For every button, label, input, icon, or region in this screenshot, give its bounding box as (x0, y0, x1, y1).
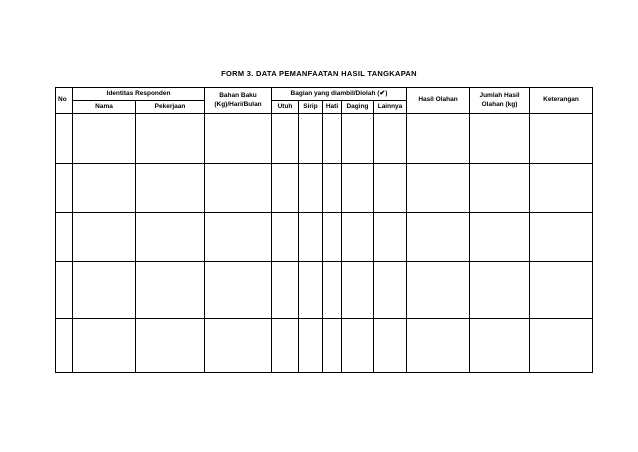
header-row-1 (56, 88, 593, 101)
header-utuh: Utuh (272, 101, 299, 114)
header-jumlah-line2: Olahan (kg) (481, 100, 518, 108)
header-no: No (56, 88, 73, 114)
utilization-data-table (55, 87, 593, 373)
cell-sirip (299, 262, 323, 319)
cell-pekerjaan (136, 114, 205, 164)
cell-hasil-olahan (407, 262, 470, 319)
cell-hasil-olahan (407, 213, 470, 262)
cell-utuh (272, 213, 299, 262)
header-bagian-prefix: Bagian yang diambil/Diolah ( (290, 89, 380, 97)
cell-utuh (272, 114, 299, 164)
table-row (56, 213, 593, 262)
header-hati: Hati (323, 101, 342, 114)
header-bahan-baku (205, 88, 272, 114)
header-bagian-diambil (272, 88, 407, 101)
header-daging: Daging (342, 101, 374, 114)
header-lainnya: Lainnya (374, 101, 407, 114)
cell-pekerjaan (136, 164, 205, 213)
cell-jumlah (470, 213, 530, 262)
cell-hasil-olahan (407, 319, 470, 373)
cell-no (56, 164, 73, 213)
header-identitas-responden: Identitas Responden (73, 88, 205, 101)
cell-hati (323, 319, 342, 373)
cell-bahan-baku (205, 164, 272, 213)
cell-lainnya (374, 164, 407, 213)
cell-nama (73, 164, 136, 213)
cell-hasil-olahan (407, 114, 470, 164)
cell-pekerjaan (136, 319, 205, 373)
checkmark-icon: ✔ (379, 89, 386, 97)
cell-sirip (299, 319, 323, 373)
cell-keterangan (530, 213, 593, 262)
header-sirip: Sirip (299, 101, 323, 114)
cell-sirip (299, 213, 323, 262)
cell-bahan-baku (205, 262, 272, 319)
form-title: FORM 3. DATA PEMANFAATAN HASIL TANGKAPAN (221, 69, 417, 78)
cell-sirip (299, 114, 323, 164)
header-hasil-olahan: Hasil Olahan (407, 88, 470, 114)
cell-sirip (299, 164, 323, 213)
cell-bahan-baku (205, 213, 272, 262)
cell-jumlah (470, 319, 530, 373)
cell-keterangan (530, 114, 593, 164)
cell-nama (73, 319, 136, 373)
cell-bahan-baku (205, 114, 272, 164)
table-row (56, 114, 593, 164)
cell-keterangan (530, 164, 593, 213)
header-keterangan: Keterangan (530, 88, 593, 114)
cell-hasil-olahan (407, 164, 470, 213)
cell-lainnya (374, 213, 407, 262)
cell-pekerjaan (136, 213, 205, 262)
cell-daging (342, 114, 374, 164)
cell-hati (323, 114, 342, 164)
cell-hati (323, 164, 342, 213)
cell-lainnya (374, 262, 407, 319)
cell-no (56, 262, 73, 319)
cell-utuh (272, 262, 299, 319)
cell-pekerjaan (136, 262, 205, 319)
cell-jumlah (470, 262, 530, 319)
table-row (56, 262, 593, 319)
cell-no (56, 114, 73, 164)
header-bagian-suffix: ) (385, 89, 388, 97)
cell-daging (342, 164, 374, 213)
cell-hati (323, 262, 342, 319)
cell-utuh (272, 319, 299, 373)
cell-daging (342, 213, 374, 262)
cell-no (56, 213, 73, 262)
header-jumlah-line1: Jumlah Hasil (479, 92, 520, 100)
header-pekerjaan: Pekerjaan (136, 101, 205, 114)
cell-bahan-baku (205, 319, 272, 373)
cell-keterangan (530, 262, 593, 319)
cell-no (56, 319, 73, 373)
cell-daging (342, 262, 374, 319)
cell-lainnya (374, 114, 407, 164)
header-bahan-baku-line2: (Kg)/Hari/Bulan (214, 100, 262, 108)
cell-keterangan (530, 319, 593, 373)
cell-hati (323, 213, 342, 262)
cell-jumlah (470, 164, 530, 213)
cell-jumlah (470, 114, 530, 164)
table-body (56, 114, 593, 373)
cell-nama (73, 114, 136, 164)
cell-daging (342, 319, 374, 373)
cell-nama (73, 213, 136, 262)
header-nama: Nama (73, 101, 136, 114)
table-row (56, 164, 593, 213)
header-bahan-baku-line1: Bahan Baku (219, 92, 257, 100)
cell-lainnya (374, 319, 407, 373)
cell-utuh (272, 164, 299, 213)
cell-nama (73, 262, 136, 319)
table-row (56, 319, 593, 373)
header-jumlah-hasil-olahan (470, 88, 530, 114)
